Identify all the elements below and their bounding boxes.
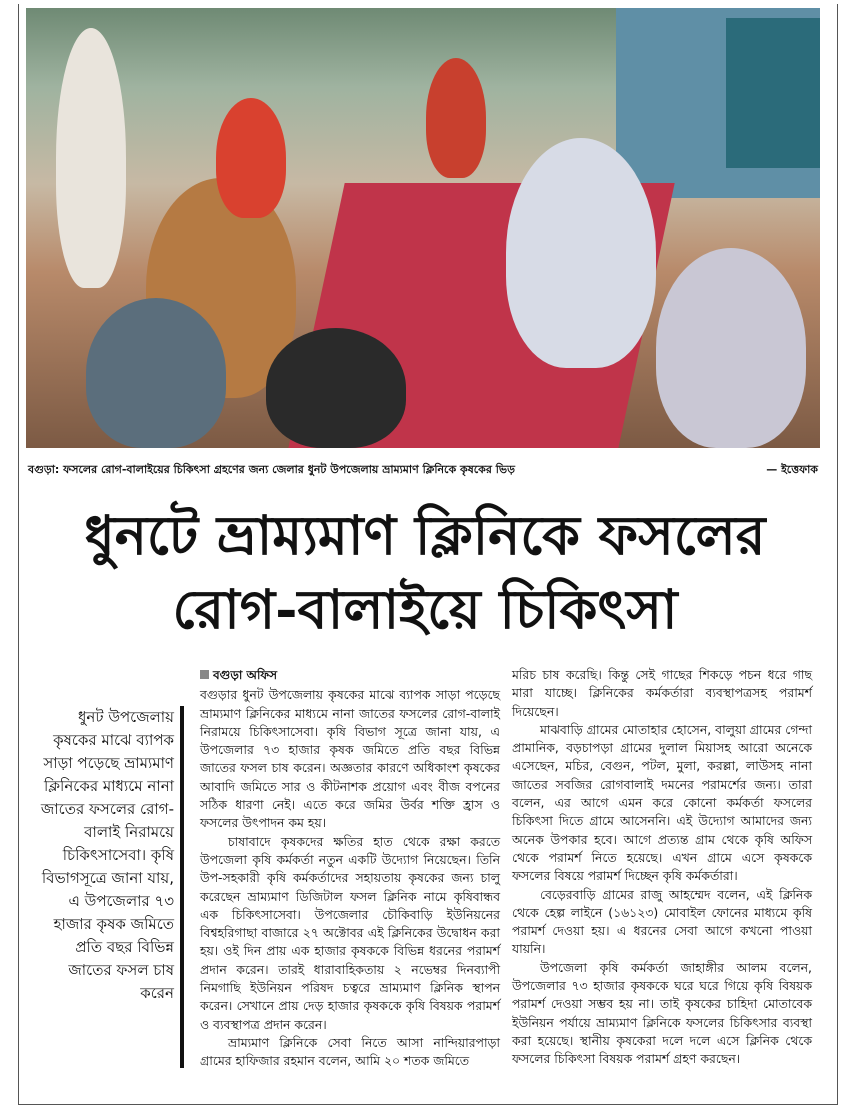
paragraph: উপজেলা কৃষি কর্মকর্তা জাহাঙ্গীর আলম বলেন, উপজেলার ৭৩ হাজার কৃষককে ঘরে ঘরে গিয়ে কৃষি বিষয়ক পরামর্শ দেওয়া সম্ভব হয় না। তাই কৃষকের চাহিদা মোতাবেক ইউনিয়ন পর্যায়ে ভ্রাম্যমাণ ক্লিনিকে ফসলের চিকিৎসার ব্যবস্থা করা হয়েছে। স্থানীয় কৃষকেরা দলে দলে এসে ক্লিনিক থেকে ফসলের চিকিৎসা বিষয়ক পরামর্শ গ্রহণ করছেন।	[512, 959, 812, 1067]
article-column-1	[200, 666, 500, 1071]
headline	[30, 498, 820, 646]
photo-banner	[726, 18, 820, 168]
headline-line-2: রোগ-বালাইয়ে চিকিৎসা	[172, 577, 678, 641]
dateline	[200, 666, 500, 684]
paragraph: ভ্রাম্যমাণ ক্লিনিকে সেবা নিতে আসা নান্দিয়ারপাড়া গ্রামের হাফিজার রহমান বলেন, আমি ২০ শতক জমিতে	[200, 1034, 500, 1069]
caption-text: বগুড়া: ফসলের রোগ-বালাইয়ের চিকিৎসা গ্রহণের জন্য জেলার ধুনট উপজেলায় ভ্রাম্যমাণ ক্লিনিকে কৃষকের ভিড়	[28, 463, 515, 476]
photo-credit: — ইত্তেফাক	[766, 463, 818, 476]
photo-person	[56, 28, 126, 288]
pull-quote: ধুনট উপজেলায় কৃষকের মাঝে ব্যাপক সাড়া পড়েছে ভ্রাম্যমাণ ক্লিনিকের মাধ্যমে নানা জাতের ফসলের রোগ-বালাই নিরাময়ে চিকিৎসাসেবা। কৃষি বিভাগসূত্রে জানা যায়, এ উপজেলার ৭৩ হাজার কৃষক জমিতে প্রতি বছর বিভিন্ন জাতের ফসল চাষ করেন	[40, 708, 174, 1002]
square-bullet-icon	[200, 670, 209, 679]
paragraph: মরিচ চাষ করেছি। কিন্তু সেই গাছের শিকড়ে পচন ধরে গাছ মারা যাচ্ছে। ক্লিনিকের কর্মকর্তারা ব্যবস্থাপত্রসহ পরামর্শ দিয়েছেন।	[512, 667, 812, 719]
photo-person	[266, 328, 406, 448]
news-photo	[26, 8, 820, 448]
paragraph: চাষাবাদে কৃষকদের ক্ষতির হাত থেকে রক্ষা করতে উপজেলা কৃষি কর্মকর্তা নতুন একটি উদ্যোগ নিয়েছেন। তিনি উপ-সহকারী কৃষি কর্মকর্তাদের সহায়তায় কৃষকের জন্য চালু করেছেন ভ্রাম্যমাণ ডিজিটাল ফসল ক্লিনিক নামে কৃষিবান্ধব এক চিকিৎসাসেবা। উপজেলার চৌকিবাড়ি ইউনিয়নের বিশ্বহরিগাছা বাজারে ২৭ অক্টোবর এই ক্লিনিকের উদ্বোধন করা হয়। ওই দিন প্রায় এক হাজার কৃষককে বিভিন্ন ধরনের পরামর্শ প্রদান করেন। তারই ধারাবাহিকতায় ২ নভেম্বর দিনব্যাপী নিমগাছি ইউনিয়ন পরিষদ চত্বরে ভ্রাম্যমাণ ক্লিনিক স্থাপন করেন। সেখানে প্রায় দেড় হাজার কৃষককে কৃষি বিষয়ক পরামর্শ ও ব্যবস্থাপত্র প্রদান করেন।	[200, 833, 500, 1032]
headline-line-1: ধুনটে ভ্রাম্যমাণ ক্লিনিকে ফসলের	[84, 503, 766, 567]
photo-person	[86, 298, 226, 448]
photo-person	[216, 98, 286, 218]
paragraph: বগুড়ার ধুনট উপজেলায় কৃষকের মাঝে ব্যাপক সাড়া পড়েছে ভ্রাম্যমাণ ক্লিনিকের মাধ্যমে নানা জাতের ফসলের রোগ-বালাই নিরাময়ে চিকিৎসাসেবা। কৃষি বিভাগ সূত্রে জানা যায়, এ উপজেলার ৭৩ হাজার কৃষক জমিতে প্রতি বছর বিভিন্ন জাতের ফসল চাষ করেন। অজ্ঞতার কারণে অধিকাংশ কৃষকের আবাদি জমিতে সার ও কীটনাশক প্রয়োগ এবং বীজ বপনের সঠিক ধারণা নেই। এতে করে জমির উর্বর শক্তি হ্রাস ও ফসলের উৎপাদন কম হয়।	[200, 687, 500, 831]
photo-person	[426, 58, 486, 178]
dateline-text: বগুড়া অফিস	[213, 668, 278, 682]
paragraph: মাঝবাড়ি গ্রামের মোতাহার হোসেন, বালুয়া গ্রামের গেন্দা প্রামানিক, বড়চাপড়া গ্রামের দুলাল মিয়াসহ আরো অনেকে এসেছেন, মচির, বেগুন, পটল, মুলা, করল্লা, লাউসহ নানা জাতের সবজির রোগবালাই দমনের পরামর্শের জন্য। তারা বলেন, এর আগে এমন করে কোনো কর্মকর্তা ফসলের চিকিৎসা দিতে গ্রামে আসেননি। এই উদ্যোগ আমাদের জন্য অনেক উপকার হবে। আগে প্রত্যন্ত গ্রাম থেকে কৃষি অফিস থেকে পরামর্শ নিতে হয়েছে। এখন গ্রামে এসে কৃষককে ফসলের বিষয়ে পরামর্শ দিচ্ছেন কৃষি কর্মকর্তারা।	[512, 721, 812, 884]
photo-person	[656, 248, 806, 448]
pull-quote-bar	[180, 706, 184, 1068]
photo-person	[506, 138, 656, 368]
photo-caption	[28, 461, 818, 480]
article-column-2	[512, 666, 812, 1069]
paragraph: বেড়েরবাড়ি গ্রামের রাজু আহম্মেদ বলেন, এই ক্লিনিক থেকে হেল্প লাইনে (১৬১২৩) মোবাইল ফোনের মাধ্যমে কৃষি পরামর্শ দেওয়া হয়। এ ধরনের সেবা আগে কখনো পাওয়া যায়নি।	[512, 886, 812, 957]
